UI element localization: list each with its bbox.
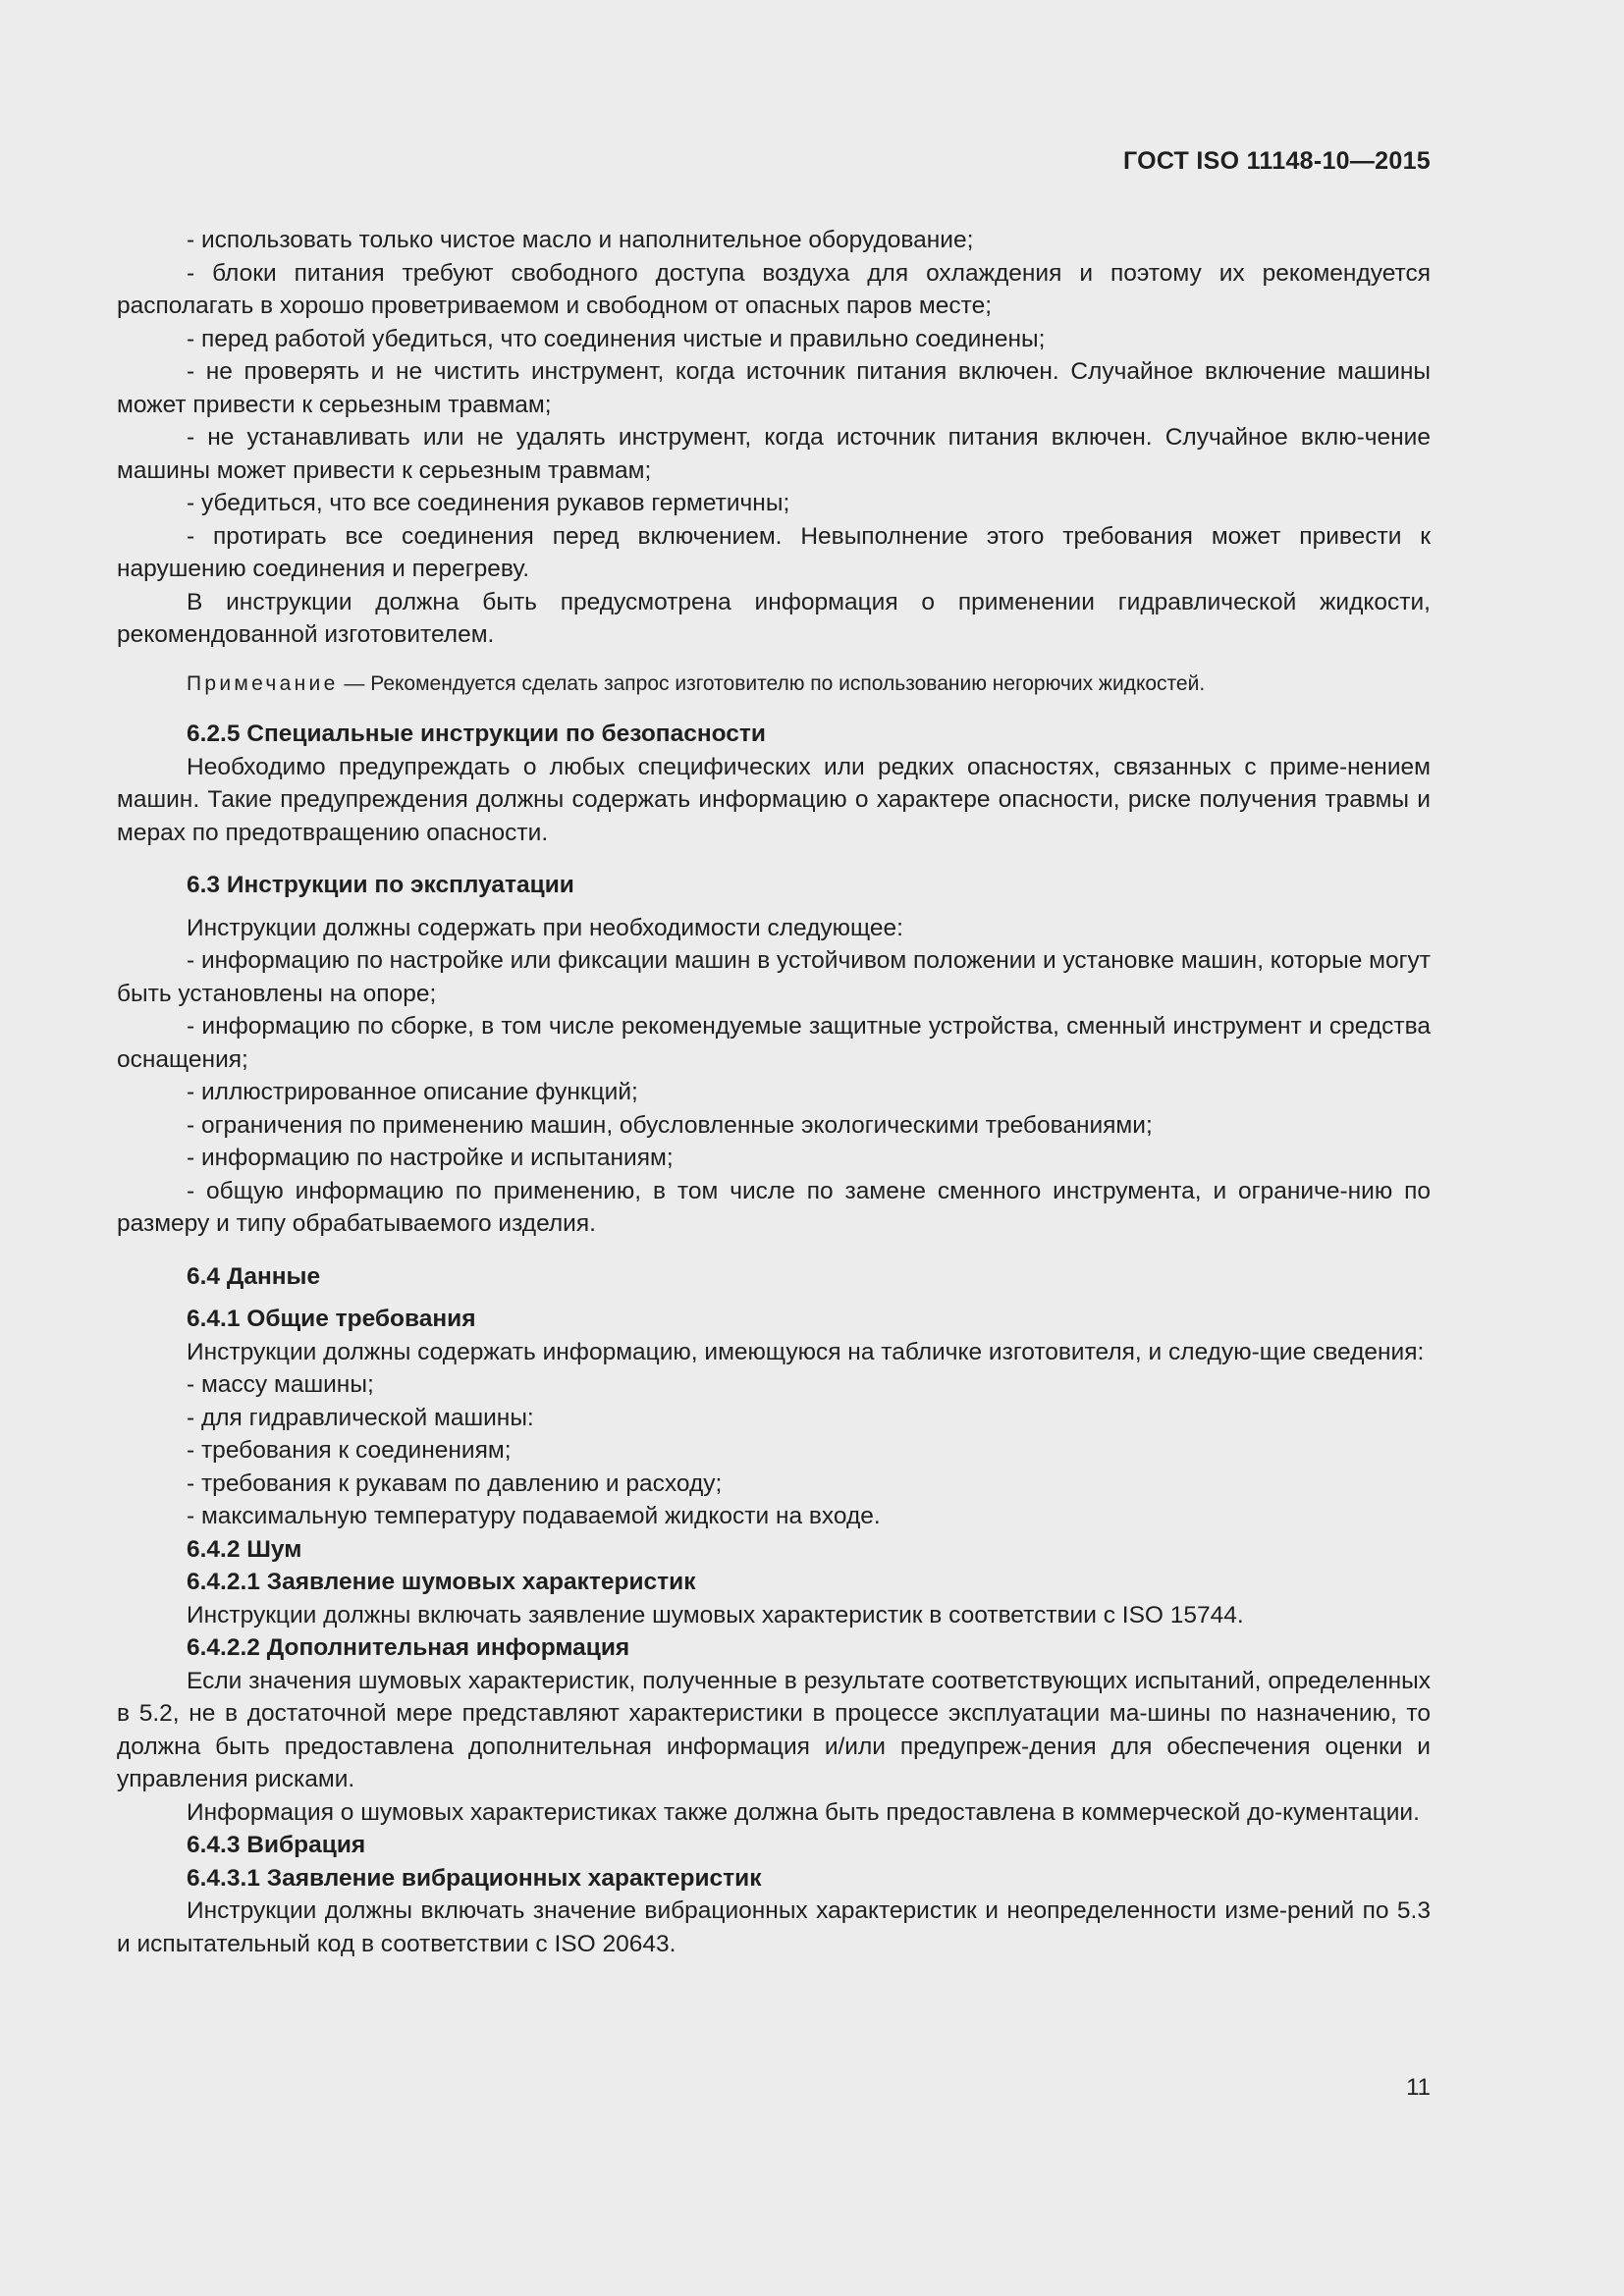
section-heading-6-4: 6.4 Данные [187, 1262, 321, 1290]
note-text: — Рекомендуется сделать запрос изготовителю по использованию негорючих жидкостей. [338, 671, 1206, 695]
page-number: 11 [1406, 2074, 1431, 2101]
paragraph: Если значения шумовых характеристик, полученные в результате соответствующих испытаний, определенных в 5.2, не в достаточной мере представляют характеристики в процессе эксплуатации ма-шины по назначению, то должна быть предоставлена дополнительная информация и/или предупреж-дения для обеспечения оценки и управления рисками. [117, 1667, 1431, 1792]
list-item: - убедиться, что все соединения рукавов герметичны; [187, 490, 790, 516]
note [117, 667, 1431, 701]
list-item: - не проверять и не чистить инструмент, когда источник питания включен. Случайное включение машины может привести к серьезным травмам; [117, 358, 1431, 418]
document-body [117, 224, 1431, 1960]
list-item: - требования к рукавам по давлению и расходу; [187, 1469, 723, 1497]
list-item: - ограничения по применению машин, обусловленные экологическими требованиями; [187, 1111, 1153, 1139]
paragraph: Информация о шумовых характеристиках также должна быть предоставлена в коммерческой до-кументации. [187, 1798, 1420, 1826]
list-item: - информацию по настройке и испытаниям; [187, 1145, 674, 1171]
section-heading-6-4-2-2: 6.4.2.2 Дополнительная информация [187, 1634, 630, 1661]
paragraph: Необходимо предупреждать о любых специфических или редких опасностях, связанных с приме-нением машин. Такие предупреждения должны содержать информацию о характере опасности, риске получения травмы и мерах по предотвращению опасности. [117, 753, 1431, 846]
section-heading-6-4-3-1: 6.4.3.1 Заявление вибрационных характеристик [187, 1864, 762, 1892]
section-heading-6-4-2-1: 6.4.2.1 Заявление шумовых характеристик [187, 1569, 696, 1595]
section-heading-6-4-3: 6.4.3 Вибрация [187, 1832, 366, 1858]
list-item: - информацию по сборке, в том числе рекомендуемые защитные устройства, сменный инструмент и средства оснащения; [117, 1013, 1431, 1073]
paragraph: Инструкции должны содержать информацию, имеющуюся на табличке изготовителя, и следую-щие сведения: [187, 1338, 1425, 1365]
paragraph: Инструкции должны включать значение вибрационных характеристик и неопределенности изме-рений по 5.3 и испытательный код в соответствии с ISO 20643. [117, 1897, 1431, 1957]
list-item: - не устанавливать или не удалять инструмент, когда источник питания включен. Случайное вклю-чение машины может привести к серьезным травмам; [117, 424, 1431, 484]
list-item: - использовать только чистое масло и наполнительное оборудование; [187, 227, 974, 253]
list-item: - блоки питания требуют свободного доступа воздуха для охлаждения и поэтому их рекомендуется располагать в хорошо проветриваемом и свободном от опасных паров месте; [117, 259, 1431, 319]
list-item: - для гидравлической машины: [187, 1404, 534, 1431]
section-heading-6-4-2: 6.4.2 Шум [187, 1535, 302, 1563]
paragraph: Инструкции должны включать заявление шумовых характеристик в соответствии с ISO 15744. [187, 1601, 1244, 1629]
list-item: - общую информацию по применению, в том числе по замене сменного инструмента, и ограниче-нию по размеру и типу обрабатываемого изделия. [117, 1177, 1431, 1237]
document-header: ГОСТ ISO 11148-10—2015 [1122, 147, 1431, 175]
list-item: - требования к соединениям; [187, 1437, 512, 1464]
list-item: - максимальную температуру подаваемой жидкости на входе. [187, 1503, 881, 1529]
section-heading-6-3: 6.3 Инструкции по эксплуатации [187, 872, 574, 898]
paragraph: В инструкции должна быть предусмотрена информация о применении гидравлической жидкости, рекомендованной изготовителем. [117, 588, 1431, 648]
list-item: - информацию по настройке или фиксации машин в устойчивом положении и установке машин, которые могут быть установлены на опоре; [117, 947, 1432, 1007]
list-item: - иллюстрированное описание функций; [187, 1079, 638, 1105]
list-item: - массу машины; [187, 1371, 374, 1398]
section-heading-6-2-5: 6.2.5 Специальные инструкции по безопасности [187, 721, 766, 747]
paragraph: Инструкции должны содержать при необходимости следующее: [187, 914, 903, 941]
list-item: - перед работой убедиться, что соединения чистые и правильно соединены; [187, 325, 1046, 352]
list-item: - протирать все соединения перед включением. Невыполнение этого требования может привести к нарушению соединения и перегреву. [117, 522, 1431, 582]
section-heading-6-4-1: 6.4.1 Общие требования [187, 1306, 476, 1332]
note-label: Примечание [187, 671, 339, 695]
